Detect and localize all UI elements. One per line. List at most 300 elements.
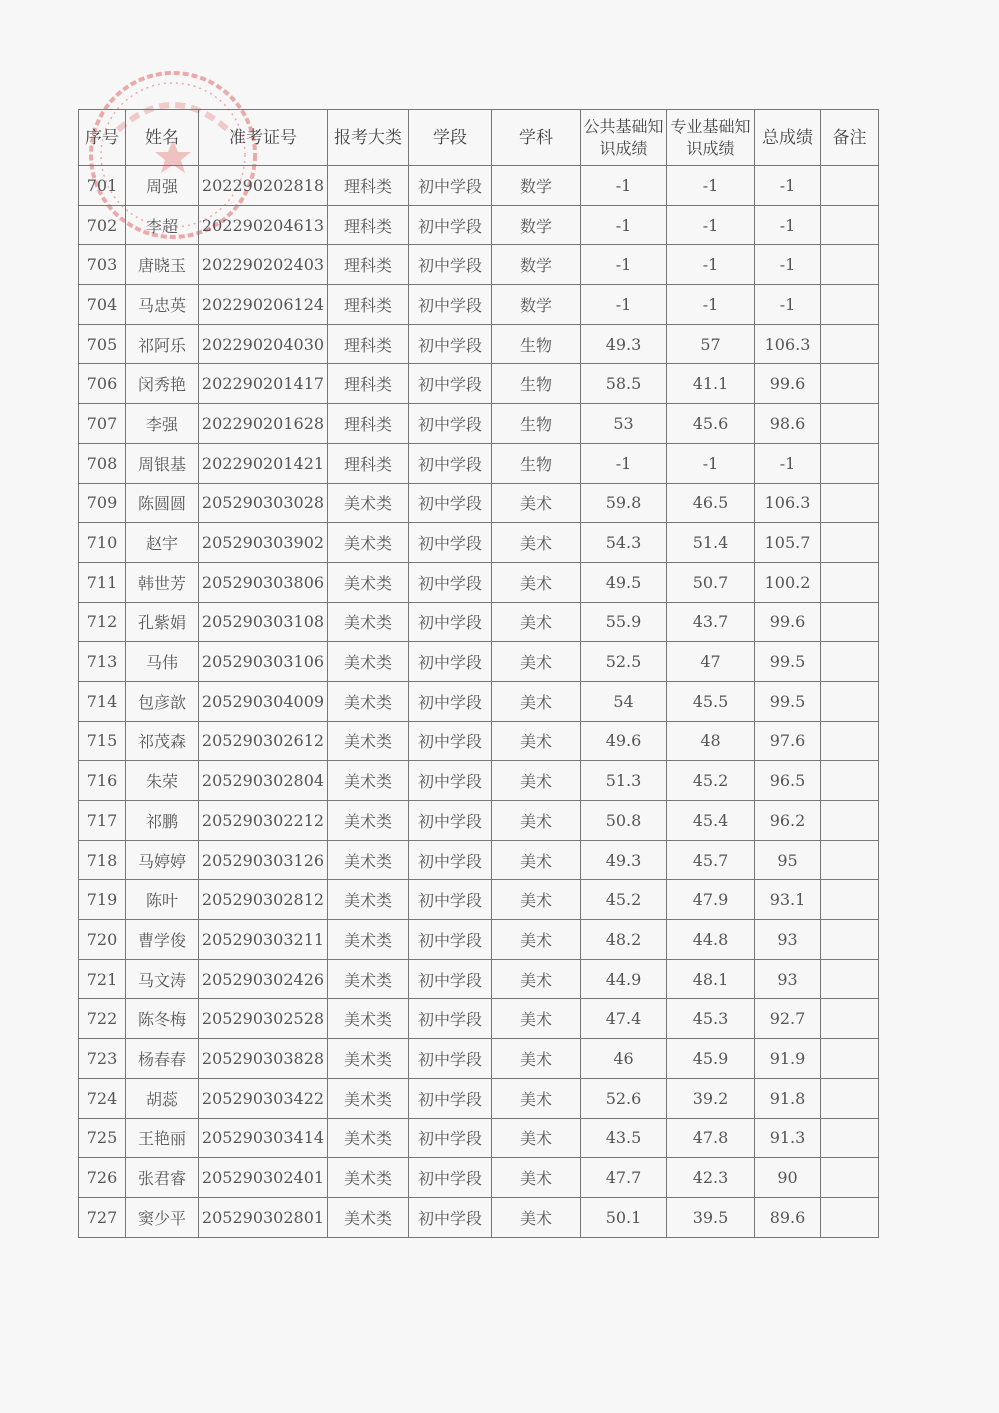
cell-subject: 美术 [492, 999, 581, 1039]
cell-remark [821, 1078, 879, 1118]
table-row [79, 443, 879, 483]
cell-seq: 724 [79, 1078, 126, 1118]
table-row [79, 166, 879, 206]
cell-total: 98.6 [755, 404, 821, 444]
cell-total: 89.6 [755, 1197, 821, 1237]
cell-level: 初中学段 [409, 642, 492, 682]
header-category: 报考大类 [328, 110, 409, 166]
table-row [79, 801, 879, 841]
cell-total: 100.2 [755, 562, 821, 602]
cell-exam-id: 205290302801 [199, 1197, 328, 1237]
table-row [79, 364, 879, 404]
cell-level: 初中学段 [409, 920, 492, 960]
cell-exam-id: 205290303414 [199, 1118, 328, 1158]
cell-major-score: 45.3 [667, 999, 755, 1039]
cell-remark [821, 166, 879, 206]
cell-name: 赵宇 [126, 523, 199, 563]
cell-category: 美术类 [328, 1197, 409, 1237]
cell-major-score: 47.8 [667, 1118, 755, 1158]
cell-category: 美术类 [328, 999, 409, 1039]
cell-subject: 生物 [492, 364, 581, 404]
cell-category: 美术类 [328, 642, 409, 682]
cell-total: 91.3 [755, 1118, 821, 1158]
cell-public-score: -1 [581, 205, 667, 245]
cell-total: -1 [755, 285, 821, 325]
cell-exam-id: 205290302812 [199, 880, 328, 920]
cell-category: 美术类 [328, 1078, 409, 1118]
header-name: 姓名 [126, 110, 199, 166]
header-exam-id: 准考证号 [199, 110, 328, 166]
cell-category: 美术类 [328, 920, 409, 960]
cell-major-score: -1 [667, 443, 755, 483]
cell-total: -1 [755, 205, 821, 245]
cell-exam-id: 205290303106 [199, 642, 328, 682]
table-header-row [79, 110, 879, 166]
cell-name: 李强 [126, 404, 199, 444]
header-major-score: 专业基础知识成绩 [667, 110, 755, 166]
cell-name: 马伟 [126, 642, 199, 682]
cell-level: 初中学段 [409, 205, 492, 245]
cell-public-score: 46 [581, 1039, 667, 1079]
table-row [79, 324, 879, 364]
cell-major-score: 47.9 [667, 880, 755, 920]
cell-category: 美术类 [328, 880, 409, 920]
cell-exam-id: 205290303126 [199, 840, 328, 880]
cell-name: 曹学俊 [126, 920, 199, 960]
table-row [79, 761, 879, 801]
cell-total: 105.7 [755, 523, 821, 563]
cell-total: 97.6 [755, 721, 821, 761]
cell-level: 初中学段 [409, 959, 492, 999]
table-row [79, 285, 879, 325]
header-remark: 备注 [821, 110, 879, 166]
cell-subject: 美术 [492, 1197, 581, 1237]
table-row [79, 562, 879, 602]
cell-category: 美术类 [328, 721, 409, 761]
cell-total: 99.5 [755, 642, 821, 682]
header-subject: 学科 [492, 110, 581, 166]
cell-name: 周强 [126, 166, 199, 206]
cell-subject: 美术 [492, 1039, 581, 1079]
cell-public-score: 49.6 [581, 721, 667, 761]
cell-level: 初中学段 [409, 1118, 492, 1158]
cell-major-score: -1 [667, 285, 755, 325]
cell-remark [821, 483, 879, 523]
cell-level: 初中学段 [409, 1039, 492, 1079]
cell-major-score: 45.4 [667, 801, 755, 841]
cell-subject: 美术 [492, 602, 581, 642]
cell-level: 初中学段 [409, 404, 492, 444]
cell-total: 96.2 [755, 801, 821, 841]
cell-public-score: 53 [581, 404, 667, 444]
cell-subject: 美术 [492, 681, 581, 721]
cell-category: 理科类 [328, 285, 409, 325]
cell-seq: 709 [79, 483, 126, 523]
cell-subject: 生物 [492, 404, 581, 444]
cell-total: 93 [755, 959, 821, 999]
cell-name: 马文涛 [126, 959, 199, 999]
table-row [79, 681, 879, 721]
cell-seq: 717 [79, 801, 126, 841]
cell-remark [821, 920, 879, 960]
cell-public-score: 51.3 [581, 761, 667, 801]
cell-seq: 723 [79, 1039, 126, 1079]
cell-major-score: 45.5 [667, 681, 755, 721]
cell-total: 99.6 [755, 602, 821, 642]
cell-category: 美术类 [328, 602, 409, 642]
cell-major-score: 48.1 [667, 959, 755, 999]
cell-subject: 数学 [492, 166, 581, 206]
cell-level: 初中学段 [409, 999, 492, 1039]
table-row [79, 880, 879, 920]
cell-name: 胡蕊 [126, 1078, 199, 1118]
table-row [79, 404, 879, 444]
cell-seq: 718 [79, 840, 126, 880]
table-row [79, 602, 879, 642]
cell-name: 杨春春 [126, 1039, 199, 1079]
cell-category: 美术类 [328, 1039, 409, 1079]
cell-exam-id: 205290302426 [199, 959, 328, 999]
cell-name: 朱荣 [126, 761, 199, 801]
cell-exam-id: 205290303828 [199, 1039, 328, 1079]
cell-subject: 美术 [492, 1078, 581, 1118]
cell-exam-id: 202290206124 [199, 285, 328, 325]
cell-public-score: 54 [581, 681, 667, 721]
cell-category: 美术类 [328, 562, 409, 602]
cell-total: 93 [755, 920, 821, 960]
cell-remark [821, 285, 879, 325]
cell-level: 初中学段 [409, 721, 492, 761]
table-row [79, 999, 879, 1039]
cell-public-score: 49.3 [581, 324, 667, 364]
cell-major-score: 46.5 [667, 483, 755, 523]
cell-exam-id: 205290304009 [199, 681, 328, 721]
header-seq: 序号 [79, 110, 126, 166]
cell-subject: 数学 [492, 285, 581, 325]
cell-name: 唐晓玉 [126, 245, 199, 285]
table-row [79, 205, 879, 245]
cell-level: 初中学段 [409, 364, 492, 404]
table-row [79, 1158, 879, 1198]
cell-remark [821, 562, 879, 602]
cell-exam-id: 202290202818 [199, 166, 328, 206]
cell-exam-id: 202290201628 [199, 404, 328, 444]
cell-major-score: 50.7 [667, 562, 755, 602]
cell-remark [821, 721, 879, 761]
cell-remark [821, 959, 879, 999]
cell-public-score: 43.5 [581, 1118, 667, 1158]
cell-total: -1 [755, 245, 821, 285]
cell-total: 96.5 [755, 761, 821, 801]
cell-total: 93.1 [755, 880, 821, 920]
table-row [79, 483, 879, 523]
cell-category: 美术类 [328, 840, 409, 880]
cell-subject: 数学 [492, 205, 581, 245]
cell-public-score: 55.9 [581, 602, 667, 642]
cell-category: 美术类 [328, 681, 409, 721]
cell-name: 王艳丽 [126, 1118, 199, 1158]
cell-public-score: 48.2 [581, 920, 667, 960]
cell-public-score: 49.5 [581, 562, 667, 602]
cell-major-score: 47 [667, 642, 755, 682]
cell-exam-id: 202290202403 [199, 245, 328, 285]
cell-total: 91.9 [755, 1039, 821, 1079]
cell-name: 祁阿乐 [126, 324, 199, 364]
cell-remark [821, 880, 879, 920]
cell-subject: 美术 [492, 840, 581, 880]
cell-remark [821, 840, 879, 880]
cell-major-score: -1 [667, 205, 755, 245]
cell-category: 美术类 [328, 801, 409, 841]
cell-seq: 704 [79, 285, 126, 325]
cell-total: 95 [755, 840, 821, 880]
cell-seq: 716 [79, 761, 126, 801]
cell-seq: 714 [79, 681, 126, 721]
cell-total: 90 [755, 1158, 821, 1198]
table-row [79, 245, 879, 285]
cell-major-score: 41.1 [667, 364, 755, 404]
cell-category: 美术类 [328, 483, 409, 523]
cell-name: 马婷婷 [126, 840, 199, 880]
cell-major-score: 45.9 [667, 1039, 755, 1079]
cell-category: 理科类 [328, 443, 409, 483]
cell-remark [821, 404, 879, 444]
cell-name: 张君睿 [126, 1158, 199, 1198]
cell-public-score: 44.9 [581, 959, 667, 999]
cell-seq: 702 [79, 205, 126, 245]
cell-exam-id: 205290303422 [199, 1078, 328, 1118]
cell-category: 理科类 [328, 404, 409, 444]
cell-remark [821, 761, 879, 801]
cell-major-score: 43.7 [667, 602, 755, 642]
cell-subject: 美术 [492, 721, 581, 761]
cell-remark [821, 602, 879, 642]
cell-public-score: 47.4 [581, 999, 667, 1039]
cell-exam-id: 205290302212 [199, 801, 328, 841]
cell-public-score: -1 [581, 285, 667, 325]
cell-category: 理科类 [328, 324, 409, 364]
cell-remark [821, 324, 879, 364]
cell-exam-id: 205290303902 [199, 523, 328, 563]
cell-level: 初中学段 [409, 1078, 492, 1118]
cell-subject: 美术 [492, 483, 581, 523]
cell-public-score: -1 [581, 443, 667, 483]
cell-seq: 720 [79, 920, 126, 960]
cell-exam-id: 205290302401 [199, 1158, 328, 1198]
cell-major-score: -1 [667, 166, 755, 206]
cell-major-score: 57 [667, 324, 755, 364]
table-row [79, 840, 879, 880]
cell-total: 106.3 [755, 483, 821, 523]
cell-exam-id: 202290201421 [199, 443, 328, 483]
cell-exam-id: 205290303211 [199, 920, 328, 960]
cell-level: 初中学段 [409, 1197, 492, 1237]
cell-seq: 726 [79, 1158, 126, 1198]
cell-subject: 美术 [492, 880, 581, 920]
cell-major-score: 51.4 [667, 523, 755, 563]
cell-level: 初中学段 [409, 285, 492, 325]
cell-exam-id: 205290303108 [199, 602, 328, 642]
cell-exam-id: 202290204030 [199, 324, 328, 364]
header-level: 学段 [409, 110, 492, 166]
cell-remark [821, 999, 879, 1039]
cell-level: 初中学段 [409, 801, 492, 841]
cell-seq: 706 [79, 364, 126, 404]
cell-remark [821, 681, 879, 721]
cell-remark [821, 1197, 879, 1237]
cell-level: 初中学段 [409, 1158, 492, 1198]
cell-major-score: 45.2 [667, 761, 755, 801]
cell-seq: 710 [79, 523, 126, 563]
cell-level: 初中学段 [409, 562, 492, 602]
cell-seq: 722 [79, 999, 126, 1039]
cell-total: 92.7 [755, 999, 821, 1039]
table-row [79, 920, 879, 960]
cell-subject: 美术 [492, 761, 581, 801]
cell-name: 闵秀艳 [126, 364, 199, 404]
cell-public-score: -1 [581, 166, 667, 206]
cell-major-score: 45.7 [667, 840, 755, 880]
cell-major-score: 45.6 [667, 404, 755, 444]
table-row [79, 1197, 879, 1237]
cell-subject: 美术 [492, 523, 581, 563]
header-public-score: 公共基础知识成绩 [581, 110, 667, 166]
cell-total: -1 [755, 443, 821, 483]
cell-exam-id: 205290302528 [199, 999, 328, 1039]
table-row [79, 642, 879, 682]
cell-subject: 美术 [492, 1118, 581, 1158]
cell-name: 马忠英 [126, 285, 199, 325]
cell-category: 理科类 [328, 205, 409, 245]
cell-total: 106.3 [755, 324, 821, 364]
cell-level: 初中学段 [409, 523, 492, 563]
cell-subject: 美术 [492, 959, 581, 999]
cell-remark [821, 523, 879, 563]
cell-name: 祁茂森 [126, 721, 199, 761]
cell-public-score: 52.6 [581, 1078, 667, 1118]
cell-seq: 711 [79, 562, 126, 602]
cell-major-score: 39.2 [667, 1078, 755, 1118]
cell-remark [821, 642, 879, 682]
cell-seq: 713 [79, 642, 126, 682]
cell-remark [821, 245, 879, 285]
cell-exam-id: 205290302804 [199, 761, 328, 801]
cell-seq: 727 [79, 1197, 126, 1237]
table-row [79, 721, 879, 761]
cell-level: 初中学段 [409, 483, 492, 523]
cell-category: 理科类 [328, 364, 409, 404]
cell-exam-id: 205290302612 [199, 721, 328, 761]
cell-name: 包彦歆 [126, 681, 199, 721]
cell-category: 美术类 [328, 761, 409, 801]
cell-seq: 721 [79, 959, 126, 999]
cell-public-score: 58.5 [581, 364, 667, 404]
cell-seq: 725 [79, 1118, 126, 1158]
cell-name: 韩世芳 [126, 562, 199, 602]
cell-name: 窦少平 [126, 1197, 199, 1237]
cell-public-score: 47.7 [581, 1158, 667, 1198]
cell-remark [821, 1158, 879, 1198]
cell-remark [821, 1039, 879, 1079]
cell-category: 理科类 [328, 245, 409, 285]
cell-subject: 美术 [492, 1158, 581, 1198]
cell-name: 周银基 [126, 443, 199, 483]
cell-public-score: 50.8 [581, 801, 667, 841]
cell-subject: 美术 [492, 642, 581, 682]
cell-subject: 生物 [492, 324, 581, 364]
cell-category: 美术类 [328, 959, 409, 999]
header-total: 总成绩 [755, 110, 821, 166]
cell-level: 初中学段 [409, 443, 492, 483]
cell-total: 99.5 [755, 681, 821, 721]
cell-name: 陈圆圆 [126, 483, 199, 523]
cell-subject: 美术 [492, 562, 581, 602]
cell-subject: 生物 [492, 443, 581, 483]
cell-seq: 715 [79, 721, 126, 761]
cell-exam-id: 202290201417 [199, 364, 328, 404]
cell-total: 91.8 [755, 1078, 821, 1118]
cell-public-score: 59.8 [581, 483, 667, 523]
cell-seq: 705 [79, 324, 126, 364]
cell-seq: 712 [79, 602, 126, 642]
cell-name: 孔紫娟 [126, 602, 199, 642]
cell-exam-id: 202290204613 [199, 205, 328, 245]
cell-major-score: -1 [667, 245, 755, 285]
cell-public-score: 50.1 [581, 1197, 667, 1237]
cell-remark [821, 443, 879, 483]
cell-level: 初中学段 [409, 245, 492, 285]
cell-seq: 707 [79, 404, 126, 444]
cell-total: -1 [755, 166, 821, 206]
cell-seq: 708 [79, 443, 126, 483]
cell-level: 初中学段 [409, 602, 492, 642]
cell-major-score: 42.3 [667, 1158, 755, 1198]
table-row [79, 1118, 879, 1158]
cell-seq: 703 [79, 245, 126, 285]
score-table [78, 109, 879, 1238]
cell-remark [821, 1118, 879, 1158]
cell-public-score: 49.3 [581, 840, 667, 880]
cell-name: 陈叶 [126, 880, 199, 920]
cell-subject: 美术 [492, 801, 581, 841]
cell-name: 李超 [126, 205, 199, 245]
cell-category: 美术类 [328, 1118, 409, 1158]
cell-public-score: 54.3 [581, 523, 667, 563]
cell-remark [821, 364, 879, 404]
cell-exam-id: 205290303806 [199, 562, 328, 602]
cell-category: 理科类 [328, 166, 409, 206]
cell-major-score: 48 [667, 721, 755, 761]
cell-public-score: -1 [581, 245, 667, 285]
cell-seq: 701 [79, 166, 126, 206]
cell-level: 初中学段 [409, 880, 492, 920]
cell-public-score: 45.2 [581, 880, 667, 920]
table-row [79, 1078, 879, 1118]
cell-major-score: 44.8 [667, 920, 755, 960]
cell-category: 美术类 [328, 1158, 409, 1198]
cell-remark [821, 205, 879, 245]
cell-level: 初中学段 [409, 166, 492, 206]
cell-level: 初中学段 [409, 840, 492, 880]
cell-level: 初中学段 [409, 324, 492, 364]
cell-name: 祁鹏 [126, 801, 199, 841]
cell-seq: 719 [79, 880, 126, 920]
cell-exam-id: 205290303028 [199, 483, 328, 523]
cell-remark [821, 801, 879, 841]
cell-category: 美术类 [328, 523, 409, 563]
cell-level: 初中学段 [409, 681, 492, 721]
cell-name: 陈冬梅 [126, 999, 199, 1039]
